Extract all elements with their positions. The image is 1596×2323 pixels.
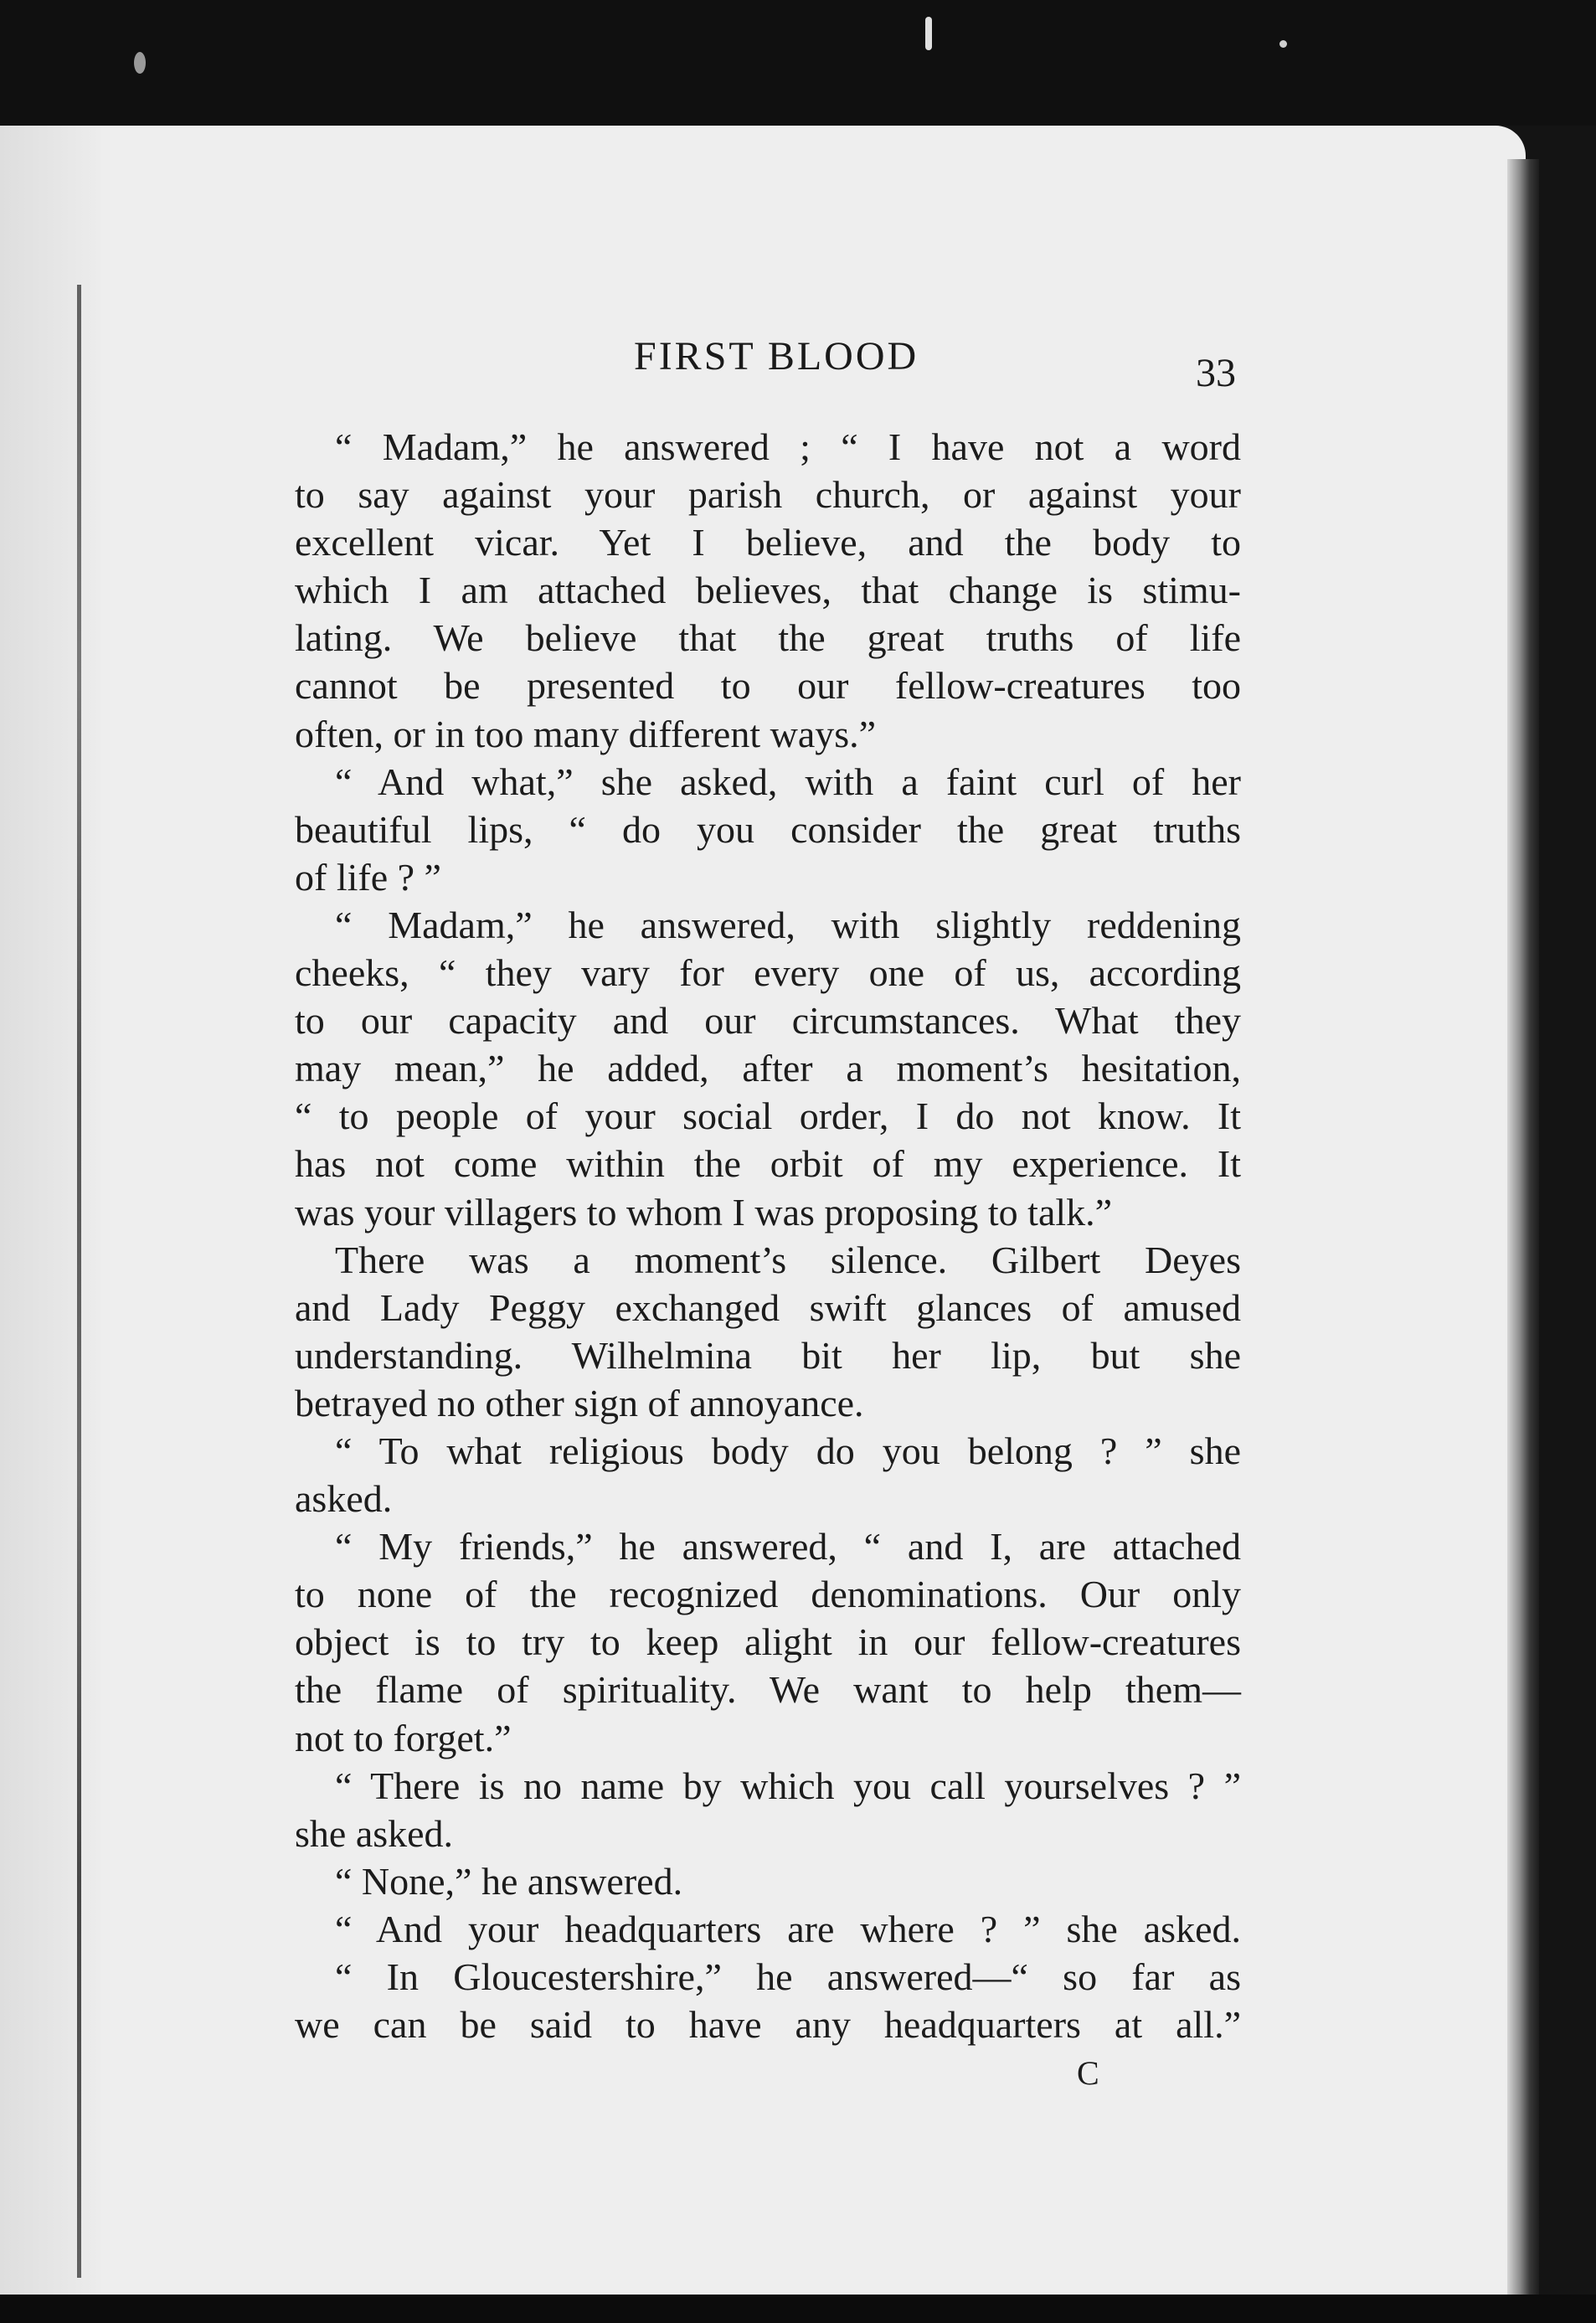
- text-line: “ Madam,” he answered ; “ I have not a word: [335, 425, 1241, 468]
- body-text: [295, 423, 1241, 2048]
- scan-border-bottom: [0, 2295, 1596, 2323]
- text-line: the flame of spirituality. We want to help them—: [295, 1668, 1241, 1712]
- text-line: to say against your parish church, or against your: [295, 473, 1241, 517]
- text-line: lating. We believe that the great truths of life: [295, 616, 1241, 660]
- text-line: understanding. Wilhelmina bit her lip, but she: [295, 1333, 1241, 1377]
- text-line: “ In Gloucestershire,” he answered—“ so far as: [335, 1955, 1241, 1998]
- text-line: “ to people of your social order, I do not know. It: [295, 1095, 1241, 1138]
- text-line: may mean,” he added, after a moment’s hesitation,: [295, 1047, 1241, 1090]
- text-line: “ And your headquarters are where ? ” she asked.: [335, 1907, 1241, 1950]
- scan-speck: [134, 52, 146, 74]
- text-line: There was a moment’s silence. Gilbert Deyes: [335, 1238, 1241, 1281]
- text-line: often, or in too many different ways.”: [295, 712, 877, 755]
- page-number: 33: [1196, 351, 1236, 395]
- text-line: beautiful lips, “ do you consider the great truths: [295, 807, 1241, 851]
- text-line: to our capacity and our circumstances. What they: [295, 999, 1241, 1043]
- text-line: and Lady Peggy exchanged swift glances of amused: [295, 1285, 1241, 1329]
- text-line: to none of the recognized denominations. Our only: [295, 1573, 1241, 1616]
- text-line: “ And what,” she asked, with a faint curl of her: [335, 760, 1241, 803]
- text-line: “ My friends,” he answered, “ and I, are attached: [335, 1525, 1241, 1568]
- text-line: was your villagers to whom I was proposing to talk.”: [295, 1190, 1113, 1234]
- binding-shadow: [77, 285, 81, 2278]
- text-line: she asked.: [295, 1811, 454, 1855]
- text-line: object is to try to keep alight in our fellow-creatures: [295, 1620, 1241, 1664]
- text-line: “ There is no name by which you call yourselves ? ”: [335, 1764, 1241, 1807]
- text-line: excellent vicar. Yet I believe, and the body to: [295, 521, 1241, 564]
- signature-mark: C: [1077, 2054, 1099, 2092]
- text-line: which I am attached believes, that change is stimu-: [295, 569, 1241, 612]
- text-line: “ To what religious body do you belong ? ” she: [335, 1429, 1241, 1472]
- page-edge-shadow: [1507, 159, 1539, 2295]
- text-line: “ Madam,” he answered, with slightly reddening: [335, 903, 1241, 946]
- scan-speck: [1279, 40, 1287, 48]
- running-title: FIRST BLOOD: [634, 334, 919, 379]
- text-line: cheeks, “ they vary for every one of us, according: [295, 951, 1241, 995]
- text-line: we can be said to have any headquarters at all.”: [295, 2003, 1241, 2047]
- text-line: asked.: [295, 1477, 393, 1521]
- scan-speck: [925, 17, 932, 50]
- text-line: of life ? ”: [295, 855, 441, 899]
- scan-border-top: [0, 0, 1596, 126]
- text-line: has not come within the orbit of my experience. It: [295, 1142, 1241, 1186]
- page-gutter: [0, 126, 100, 2299]
- text-line: “ None,” he answered.: [335, 1859, 683, 1903]
- text-line: not to forget.”: [295, 1716, 512, 1759]
- text-line: cannot be presented to our fellow-creatures too: [295, 664, 1241, 708]
- text-line: betrayed no other sign of annoyance.: [295, 1381, 864, 1424]
- running-head: [0, 333, 1596, 395]
